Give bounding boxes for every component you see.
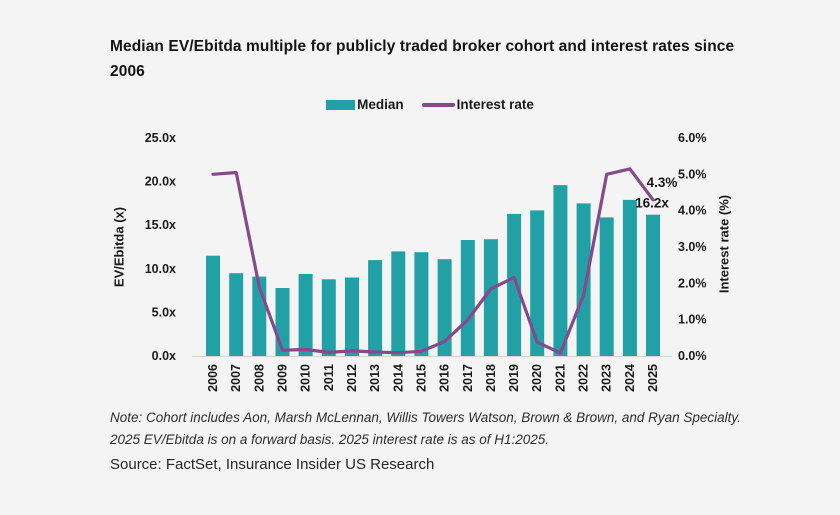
right-axis-tick: 5.0% xyxy=(678,167,707,182)
bar-2025 xyxy=(646,215,660,356)
left-axis-tick: 25.0x xyxy=(144,131,176,145)
bar-2015 xyxy=(414,252,428,356)
x-axis-label-2022: 2022 xyxy=(576,364,591,392)
chart-title: Median EV/Ebitda multiple for publicly traded broker cohort and interest rates since 2006 xyxy=(110,38,735,80)
left-axis-tick: 10.0x xyxy=(144,261,176,276)
left-axis-tick: 5.0x xyxy=(151,305,176,320)
x-axis-label-2019: 2019 xyxy=(507,364,522,392)
chart-source: Source: FactSet, Insurance Insider US Research xyxy=(110,456,435,473)
bar-2014 xyxy=(391,251,405,356)
chart-note: Note: Cohort includes Aon, Marsh McLennan, Willis Towers Watson, Brown & Brown, and Ryan Specialty. 2025 EV/Ebitda is on a forward basis. 2025 interest rate is as of H1:2025. xyxy=(110,410,741,447)
bar-2023 xyxy=(600,217,614,356)
right-axis-tick: 4.0% xyxy=(678,203,707,218)
x-axis-label-2010: 2010 xyxy=(298,364,313,392)
x-axis-label-2025: 2025 xyxy=(646,364,661,392)
x-axis-label-2021: 2021 xyxy=(553,364,568,392)
x-axis-label-2018: 2018 xyxy=(483,364,498,392)
x-axis-label-2020: 2020 xyxy=(530,364,545,392)
bar-2022 xyxy=(577,203,591,356)
bar-2010 xyxy=(299,274,313,356)
left-axis-tick: 15.0x xyxy=(144,218,176,233)
x-axis-label-2024: 2024 xyxy=(622,364,637,392)
x-axis-label-2009: 2009 xyxy=(275,364,290,392)
left-axis-tick: 20.0x xyxy=(144,174,176,189)
right-axis-title: Interest rate (%) xyxy=(716,194,732,294)
x-axis-label-2013: 2013 xyxy=(368,364,383,392)
bar-2006 xyxy=(206,256,220,356)
right-axis-tick: 2.0% xyxy=(678,276,707,291)
x-axis-label-2012: 2012 xyxy=(344,364,359,392)
line-value-annotation: 4.3% xyxy=(646,174,678,190)
bar-value-annotation: 16.2x xyxy=(635,195,669,211)
x-axis-label-2017: 2017 xyxy=(460,364,475,392)
right-axis-tick: 3.0% xyxy=(678,240,707,254)
bar-2024 xyxy=(623,200,637,356)
bar-2017 xyxy=(461,240,475,356)
x-axis-label-2007: 2007 xyxy=(229,364,244,392)
bar-2021 xyxy=(553,185,567,356)
bar-2019 xyxy=(507,214,521,356)
bar-2007 xyxy=(229,273,243,356)
bar-2011 xyxy=(322,279,336,356)
x-axis-label-2006: 2006 xyxy=(206,364,220,392)
x-axis-label-2008: 2008 xyxy=(252,364,267,392)
left-axis-title: EV/Ebitda (x) xyxy=(111,206,127,288)
x-axis-label-2023: 2023 xyxy=(599,364,614,392)
x-axis-label-2014: 2014 xyxy=(391,364,406,392)
bar-2020 xyxy=(530,210,544,356)
right-axis-tick: 0.0% xyxy=(678,349,707,363)
bar-2013 xyxy=(368,260,382,356)
x-axis-label-2016: 2016 xyxy=(437,364,452,392)
right-axis-tick: 1.0% xyxy=(678,312,707,327)
left-axis-tick: 0.0x xyxy=(151,349,176,363)
legend-median-label: Median xyxy=(357,97,404,112)
right-axis-tick: 6.0% xyxy=(678,131,707,145)
legend-interest-rate-label: Interest rate xyxy=(456,97,534,112)
x-axis-label-2015: 2015 xyxy=(414,364,429,392)
x-axis-label-2011: 2011 xyxy=(321,364,336,392)
bar-2012 xyxy=(345,278,359,357)
